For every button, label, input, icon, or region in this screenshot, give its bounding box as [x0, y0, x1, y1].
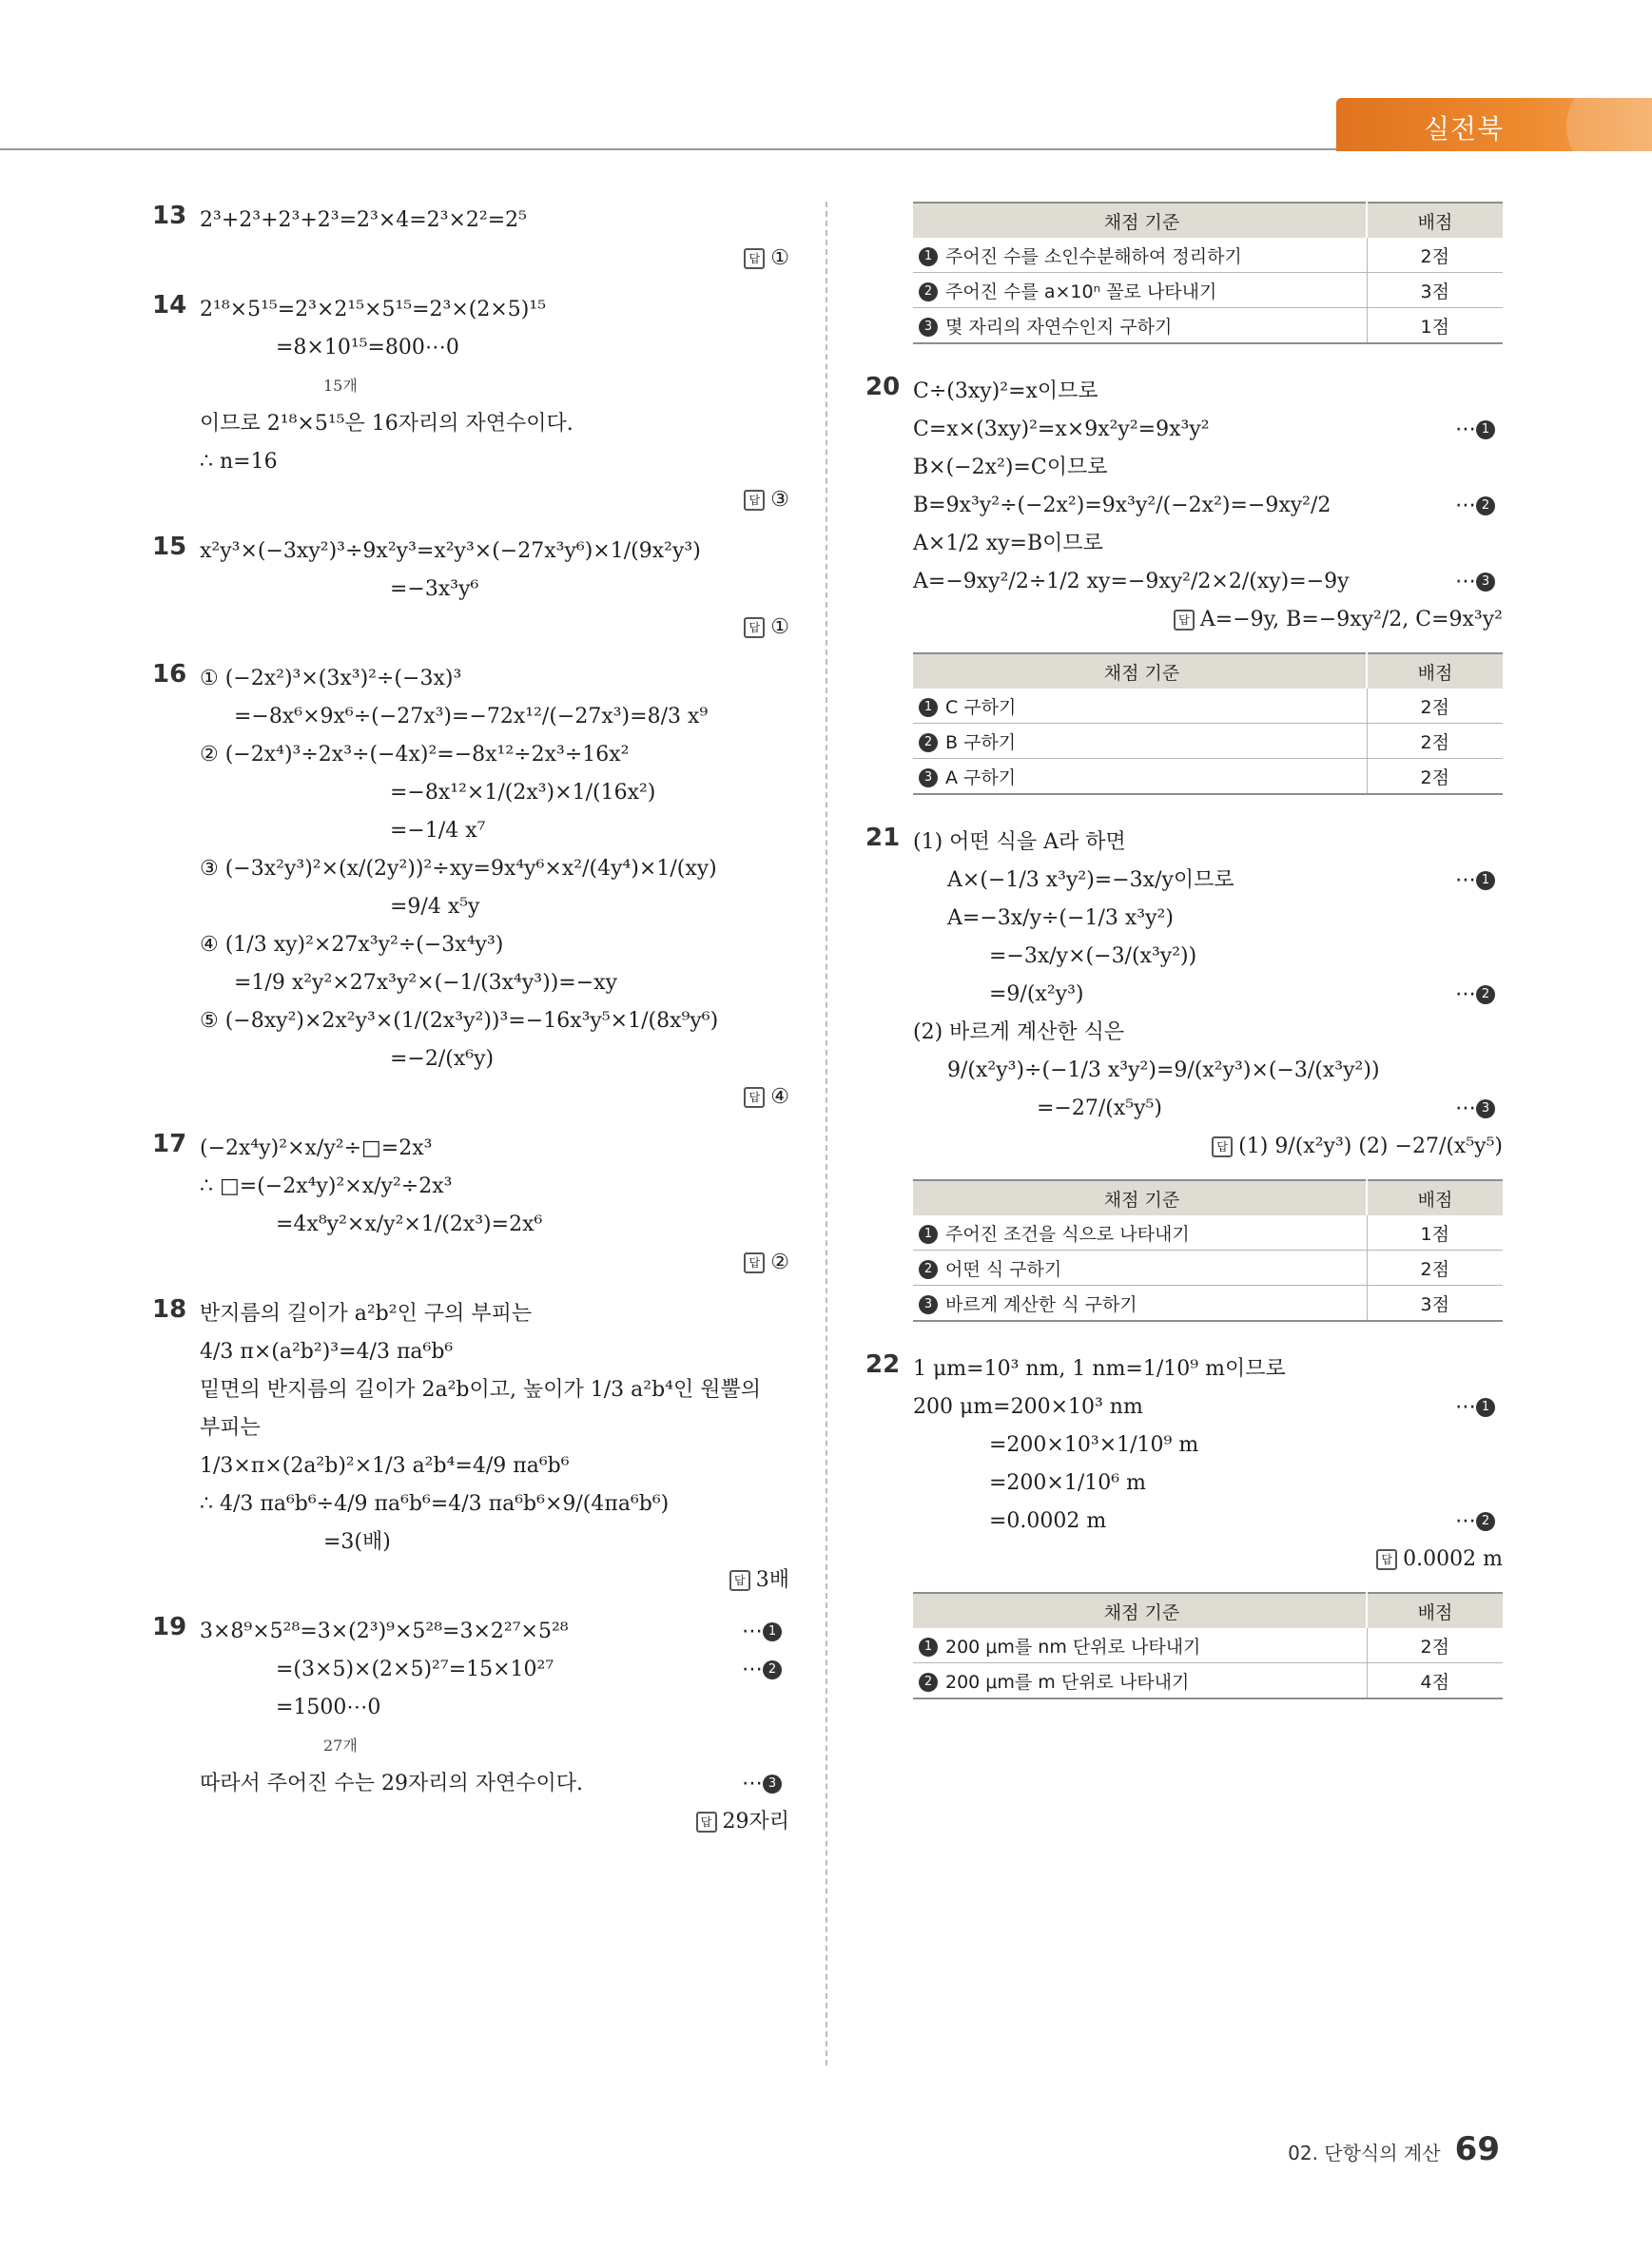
solution-line	[913, 563, 1503, 601]
solution-line	[200, 1765, 789, 1803]
solution-line	[200, 1130, 789, 1168]
answer-icon: 답	[744, 1087, 765, 1108]
step-number-icon: 3	[1476, 1099, 1495, 1118]
solution-text: C÷(3xy)²=x이므로	[913, 379, 1098, 403]
solution-text: =200×1/10⁶ m	[989, 1471, 1146, 1495]
solution-line	[200, 1409, 789, 1447]
answer-text: 0.0002 m	[1403, 1547, 1503, 1571]
criteria-text: 바르게 계산한 식 구하기	[945, 1293, 1137, 1315]
solution-text: ∴ 4/3 πa⁶b⁶÷4/9 πa⁶b⁶=4/3 πa⁶b⁶×9/(4πa⁶b⁶)	[200, 1492, 670, 1516]
step-number-icon: 2	[1476, 1512, 1495, 1531]
problem-13	[152, 202, 789, 278]
step-dots: ⋯	[1455, 1395, 1476, 1419]
criteria-cell	[913, 308, 1367, 344]
tab-label: 실전북	[1424, 113, 1505, 145]
criteria-cell	[913, 1251, 1367, 1286]
criteria-row	[913, 1286, 1503, 1322]
solution-line	[200, 405, 789, 443]
solution-body	[200, 660, 789, 1116]
answer-icon: 답	[1376, 1549, 1397, 1570]
step-marker	[1455, 862, 1503, 900]
answer-line	[200, 1803, 789, 1841]
criteria-text: 어떤 식 구하기	[945, 1258, 1062, 1280]
criteria-header: 채점 기준	[913, 653, 1367, 689]
solution-line	[200, 850, 789, 888]
solution-text: A×1/2 xy=B이므로	[913, 532, 1103, 555]
solution-line	[913, 1350, 1503, 1388]
solution-line	[200, 964, 789, 1002]
criteria-cell	[913, 1663, 1367, 1699]
criteria-row	[913, 759, 1503, 795]
step-dots: ⋯	[1455, 868, 1476, 892]
header-tab	[1336, 98, 1652, 151]
solution-line	[200, 812, 789, 850]
criteria-header: 채점 기준	[913, 1180, 1367, 1215]
score-header: 배점	[1367, 1593, 1503, 1628]
solution-text: 9/(x²y³)÷(−1/3 x³y²)=9/(x²y³)×(−3/(x³y²))	[947, 1058, 1380, 1082]
problem-number: 14	[152, 291, 187, 320]
score-cell: 4점	[1367, 1663, 1503, 1699]
page-footer	[1288, 2130, 1500, 2168]
criteria-row	[913, 724, 1503, 759]
problem-19	[152, 1613, 789, 1841]
solution-text: 27개	[323, 1737, 358, 1755]
solution-text: =3(배)	[323, 1530, 391, 1554]
solution-text: =−2/(x⁶y)	[390, 1047, 495, 1071]
score-cell: 1점	[1367, 308, 1503, 344]
solution-text: 1 μm=10³ nm, 1 nm=1/10⁹ m이므로	[913, 1357, 1286, 1381]
solution-text: 4/3 π×(a²b²)³=4/3 πa⁶b⁶	[200, 1340, 454, 1364]
solution-text: 3×8⁹×5²⁸=3×(2³)⁹×5²⁸=3×2²⁷×5²⁸	[200, 1620, 569, 1643]
criteria-row	[913, 1251, 1503, 1286]
problem-16	[152, 660, 789, 1116]
problem-22	[865, 1350, 1503, 1579]
solution-line	[913, 824, 1503, 862]
solution-text: A=−9xy²/2÷1/2 xy=−9xy²/2×2/(xy)=−9y	[913, 570, 1350, 593]
solution-line	[913, 1014, 1503, 1052]
step-dots: ⋯	[1455, 1096, 1476, 1120]
solution-line	[200, 1040, 789, 1078]
solution-text: =−1/4 x⁷	[390, 819, 486, 843]
answer-icon: 답	[696, 1812, 717, 1833]
solution-line	[913, 1388, 1503, 1426]
problem-number: 15	[152, 533, 187, 561]
problem-number: 20	[865, 373, 901, 401]
answer-line	[913, 601, 1503, 639]
answer-text: A=−9y, B=−9xy²/2, C=9x³y²	[1199, 608, 1503, 631]
step-marker	[742, 1765, 789, 1803]
solution-text: 2³+2³+2³+2³=2³×4=2³×2²=2⁵	[200, 208, 527, 232]
step-number-icon: 1	[763, 1622, 782, 1641]
solution-text: C=x×(3xy)²=x×9x²y²=9x³y²	[913, 417, 1210, 441]
solution-line	[200, 367, 789, 405]
answer-text: ①	[770, 615, 789, 639]
footer-section: 02. 단항식의 계산	[1288, 2142, 1441, 2164]
step-number-icon: 3	[763, 1775, 782, 1794]
step-number-icon: 1	[919, 1225, 938, 1244]
problem-14	[152, 291, 789, 519]
criteria-text: 주어진 수를 소인수분해하여 정리하기	[945, 245, 1242, 267]
solution-text: 2¹⁸×5¹⁵=2³×2¹⁵×5¹⁵=2³×(2×5)¹⁵	[200, 298, 547, 321]
criteria-cell	[913, 689, 1367, 724]
score-cell: 2점	[1367, 1251, 1503, 1286]
answer-icon: 답	[1212, 1136, 1233, 1157]
step-number-icon: 1	[1476, 420, 1495, 439]
solution-line	[200, 774, 789, 812]
solution-text: =1/9 x²y²×27x³y²×(−1/(3x⁴y³))=−xy	[234, 971, 617, 995]
answer-text: 29자리	[722, 1810, 789, 1834]
step-marker	[742, 1613, 789, 1651]
answer-text: ④	[770, 1085, 789, 1109]
step-dots: ⋯	[1455, 417, 1476, 441]
step-marker	[1455, 1503, 1503, 1541]
solution-text: ③ (−3x²y³)²×(x/(2y²))²÷xy=9x⁴y⁶×x²/(4y⁴)×1/(xy)	[200, 857, 717, 881]
step-number-icon: 2	[919, 1673, 938, 1692]
left-column	[152, 202, 789, 1854]
problem-number: 19	[152, 1613, 187, 1641]
solution-text: =−8x⁶×9x⁶÷(−27x³)=−72x¹²/(−27x³)=8/3 x⁹	[234, 705, 709, 728]
criteria-cell	[913, 238, 1367, 273]
solution-line	[913, 862, 1503, 900]
right-column	[865, 202, 1503, 1728]
solution-text: =8×10¹⁵=800⋯0	[276, 336, 459, 359]
solution-text: x²y³×(−3xy²)³÷9x²y³=x²y³×(−27x³y⁶)×1/(9x²y³)	[200, 539, 701, 563]
step-number-icon: 2	[919, 733, 938, 752]
solution-line	[200, 1333, 789, 1371]
step-dots: ⋯	[742, 1772, 763, 1795]
solution-line	[913, 525, 1503, 563]
criteria-row	[913, 273, 1503, 308]
step-number-icon: 3	[919, 768, 938, 787]
page-number: 69	[1454, 2130, 1500, 2168]
score-cell: 2점	[1367, 689, 1503, 724]
problem-number: 22	[865, 1350, 901, 1379]
solution-text: (−2x⁴y)²×x/y²÷□=2x³	[200, 1136, 433, 1160]
solution-text: =−3x³y⁶	[390, 577, 479, 601]
criteria-table	[913, 1592, 1503, 1699]
answer-icon: 답	[744, 490, 765, 511]
criteria-row	[913, 1215, 1503, 1251]
solution-text: B×(−2x²)=C이므로	[913, 456, 1108, 479]
solution-text: 200 μm=200×10³ nm	[913, 1395, 1143, 1419]
criteria-table	[913, 202, 1503, 344]
score-header: 배점	[1367, 1180, 1503, 1215]
criteria-header: 채점 기준	[913, 1593, 1367, 1628]
step-number-icon: 1	[1476, 871, 1495, 890]
solution-line	[200, 329, 789, 367]
solution-line	[200, 291, 789, 329]
column-divider	[826, 202, 827, 2066]
answer-text: ②	[770, 1251, 789, 1274]
solution-line	[913, 487, 1503, 525]
solution-line	[913, 938, 1503, 976]
solution-line	[200, 1651, 789, 1689]
answer-icon: 답	[729, 1570, 750, 1591]
criteria-text: A 구하기	[945, 767, 1017, 788]
solution-text: ⑤ (−8xy²)×2x²y³×(1/(2x³y²))³=−16x³y⁵×1/(8x⁹y⁶)	[200, 1009, 719, 1033]
step-marker	[742, 1651, 789, 1689]
criteria-text: C 구하기	[945, 696, 1017, 718]
criteria-text: B 구하기	[945, 731, 1017, 753]
solution-line	[200, 443, 789, 481]
solution-text: =4x⁸y²×x/y²×1/(2x³)=2x⁶	[276, 1213, 543, 1236]
step-number-icon: 2	[919, 282, 938, 301]
solution-text: 이므로 2¹⁸×5¹⁵은 16자리의 자연수이다.	[200, 412, 573, 436]
problem-21	[865, 824, 1503, 1166]
solution-text: ② (−2x⁴)³÷2x³÷(−4x)²=−8x¹²÷2x³÷16x²	[200, 743, 630, 767]
solution-text: =200×10³×1/10⁹ m	[989, 1433, 1199, 1457]
criteria-row	[913, 1628, 1503, 1663]
criteria-text: 주어진 조건을 식으로 나타내기	[945, 1223, 1190, 1245]
solution-text: 반지름의 길이가 a²b²인 구의 부피는	[200, 1302, 533, 1326]
step-dots: ⋯	[1455, 1509, 1476, 1533]
tab-decoration	[1566, 98, 1652, 151]
answer-icon: 답	[744, 248, 765, 269]
solution-body	[200, 202, 789, 278]
solution-text: 밑면의 반지름의 길이가 2a²b이고, 높이가 1/3 a²b⁴인 원뿔의	[200, 1378, 761, 1402]
solution-line	[913, 900, 1503, 938]
score-header: 배점	[1367, 203, 1503, 238]
solution-line	[913, 976, 1503, 1014]
step-number-icon: 2	[763, 1660, 782, 1679]
criteria-text: 200 μm를 nm 단위로 나타내기	[945, 1636, 1201, 1658]
solution-line	[913, 1090, 1503, 1128]
step-number-icon: 3	[919, 318, 938, 337]
problem-number: 17	[152, 1130, 187, 1158]
solution-text: =−3x/y×(−3/(x³y²))	[989, 944, 1197, 968]
solution-line	[913, 1465, 1503, 1503]
solution-body	[200, 1613, 789, 1841]
problem-15	[152, 533, 789, 647]
solution-body	[200, 533, 789, 647]
solution-line	[200, 1295, 789, 1333]
problem-20	[865, 373, 1503, 639]
solution-text: 15개	[323, 377, 358, 395]
solution-body	[200, 1130, 789, 1282]
solution-text: B=9x³y²÷(−2x²)=9x³y²/(−2x²)=−9xy²/2	[913, 494, 1331, 517]
solution-line	[913, 1426, 1503, 1465]
step-dots: ⋯	[742, 1658, 763, 1681]
solution-line	[200, 1485, 789, 1523]
solution-line	[200, 1447, 789, 1485]
solution-line	[200, 571, 789, 609]
solution-line	[200, 888, 789, 926]
solution-text: A=−3x/y÷(−1/3 x³y²)	[947, 906, 1174, 930]
step-number-icon: 1	[1476, 1398, 1495, 1417]
step-number-icon: 2	[1476, 496, 1495, 515]
answer-line	[200, 240, 789, 278]
criteria-header: 채점 기준	[913, 203, 1367, 238]
answer-text: 3배	[755, 1568, 789, 1592]
step-number-icon: 1	[919, 1638, 938, 1657]
answer-icon: 답	[1174, 610, 1195, 631]
answer-icon: 답	[744, 1252, 765, 1273]
solution-text: ① (−2x²)³×(3x³)²÷(−3x)³	[200, 667, 462, 690]
solution-body	[913, 373, 1503, 639]
problem-number: 16	[152, 660, 187, 689]
criteria-table	[913, 1179, 1503, 1322]
solution-text: =1500⋯0	[276, 1696, 381, 1719]
step-dots: ⋯	[1455, 570, 1476, 593]
score-cell: 2점	[1367, 1628, 1503, 1663]
answer-icon: 답	[744, 617, 765, 638]
answer-text: ①	[770, 246, 789, 270]
step-marker	[1455, 1090, 1503, 1128]
solution-line	[913, 449, 1503, 487]
step-dots: ⋯	[742, 1620, 763, 1643]
score-cell: 3점	[1367, 1286, 1503, 1322]
score-cell: 2점	[1367, 759, 1503, 795]
step-number-icon: 1	[919, 698, 938, 717]
solution-text: A×(−1/3 x³y²)=−3x/y이므로	[947, 868, 1234, 892]
solution-line	[200, 1371, 789, 1409]
answer-line	[200, 1562, 789, 1600]
criteria-text: 200 μm를 m 단위로 나타내기	[945, 1671, 1190, 1693]
criteria-text: 주어진 수를 a×10ⁿ 꼴로 나타내기	[945, 281, 1217, 302]
solution-text: 1/3×π×(2a²b)²×1/3 a²b⁴=4/9 πa⁶b⁶	[200, 1454, 570, 1478]
solution-line	[200, 1613, 789, 1651]
solution-body	[913, 824, 1503, 1166]
answer-line	[913, 1128, 1503, 1166]
answer-line	[200, 609, 789, 647]
criteria-cell	[913, 1286, 1367, 1322]
problem-17	[152, 1130, 789, 1282]
solution-line	[200, 1206, 789, 1244]
criteria-cell	[913, 1628, 1367, 1663]
answer-line	[913, 1541, 1503, 1579]
solution-text: (2) 바르게 계산한 식은	[913, 1020, 1125, 1044]
answer-text: (1) 9/(x²y³) (2) −27/(x⁵y⁵)	[1238, 1135, 1503, 1158]
step-dots: ⋯	[1455, 494, 1476, 517]
criteria-row	[913, 238, 1503, 273]
step-number-icon: 2	[919, 1260, 938, 1279]
solution-line	[913, 411, 1503, 449]
solution-line	[200, 533, 789, 571]
solution-line	[200, 660, 789, 698]
solution-line	[200, 1168, 789, 1206]
score-cell: 1점	[1367, 1215, 1503, 1251]
criteria-cell	[913, 724, 1367, 759]
criteria-cell	[913, 1215, 1367, 1251]
solution-text: 따라서 주어진 수는 29자리의 자연수이다.	[200, 1772, 583, 1795]
solution-text: =0.0002 m	[989, 1509, 1107, 1533]
problem-number: 21	[865, 824, 901, 852]
step-marker	[1455, 487, 1503, 525]
step-marker	[1455, 411, 1503, 449]
solution-line	[200, 1523, 789, 1562]
solution-line	[200, 1689, 789, 1727]
criteria-text: 몇 자리의 자연수인지 구하기	[945, 316, 1173, 338]
problem-number: 13	[152, 202, 187, 230]
solution-body	[200, 1295, 789, 1600]
answer-line	[200, 481, 789, 519]
score-cell: 2점	[1367, 724, 1503, 759]
solution-line	[200, 202, 789, 240]
solution-line	[913, 373, 1503, 411]
solution-text: (1) 어떤 식을 A라 하면	[913, 830, 1126, 854]
step-marker	[1455, 563, 1503, 601]
answer-line	[200, 1244, 789, 1282]
solution-text: ∴ □=(−2x⁴y)²×x/y²÷2x³	[200, 1174, 453, 1198]
step-number-icon: 1	[919, 247, 938, 266]
problem-18	[152, 1295, 789, 1600]
solution-text: =(3×5)×(2×5)²⁷=15×10²⁷	[276, 1658, 554, 1681]
answer-text: ③	[770, 488, 789, 512]
solution-line	[913, 1503, 1503, 1541]
criteria-cell	[913, 273, 1367, 308]
answer-line	[200, 1078, 789, 1116]
step-marker	[1455, 976, 1503, 1014]
solution-text: =−27/(x⁵y⁵)	[1037, 1096, 1162, 1120]
step-number-icon: 3	[1476, 572, 1495, 592]
score-cell: 2점	[1367, 238, 1503, 273]
solution-line	[913, 1052, 1503, 1090]
solution-text: ④ (1/3 xy)²×27x³y²÷(−3x⁴y³)	[200, 933, 504, 957]
problem-number: 18	[152, 1295, 187, 1324]
step-number-icon: 3	[919, 1295, 938, 1314]
solution-line	[200, 926, 789, 964]
solution-line	[200, 1727, 789, 1765]
solution-text: =9/4 x⁵y	[390, 895, 480, 919]
criteria-row	[913, 1663, 1503, 1699]
step-marker	[1455, 1388, 1503, 1426]
solution-line	[200, 736, 789, 774]
solution-text: =−8x¹²×1/(2x³)×1/(16x²)	[390, 781, 656, 805]
criteria-row	[913, 308, 1503, 344]
criteria-table	[913, 652, 1503, 795]
solution-body	[913, 1350, 1503, 1579]
score-cell: 3점	[1367, 273, 1503, 308]
criteria-row	[913, 689, 1503, 724]
solution-text: =9/(x²y³)	[989, 982, 1084, 1006]
solution-text: 부피는	[200, 1416, 261, 1440]
solution-line	[200, 698, 789, 736]
solution-line	[200, 1002, 789, 1040]
solution-text: ∴ n=16	[200, 450, 278, 474]
score-header: 배점	[1367, 653, 1503, 689]
step-number-icon: 2	[1476, 985, 1495, 1004]
solution-body	[200, 291, 789, 519]
criteria-cell	[913, 759, 1367, 795]
step-dots: ⋯	[1455, 982, 1476, 1006]
